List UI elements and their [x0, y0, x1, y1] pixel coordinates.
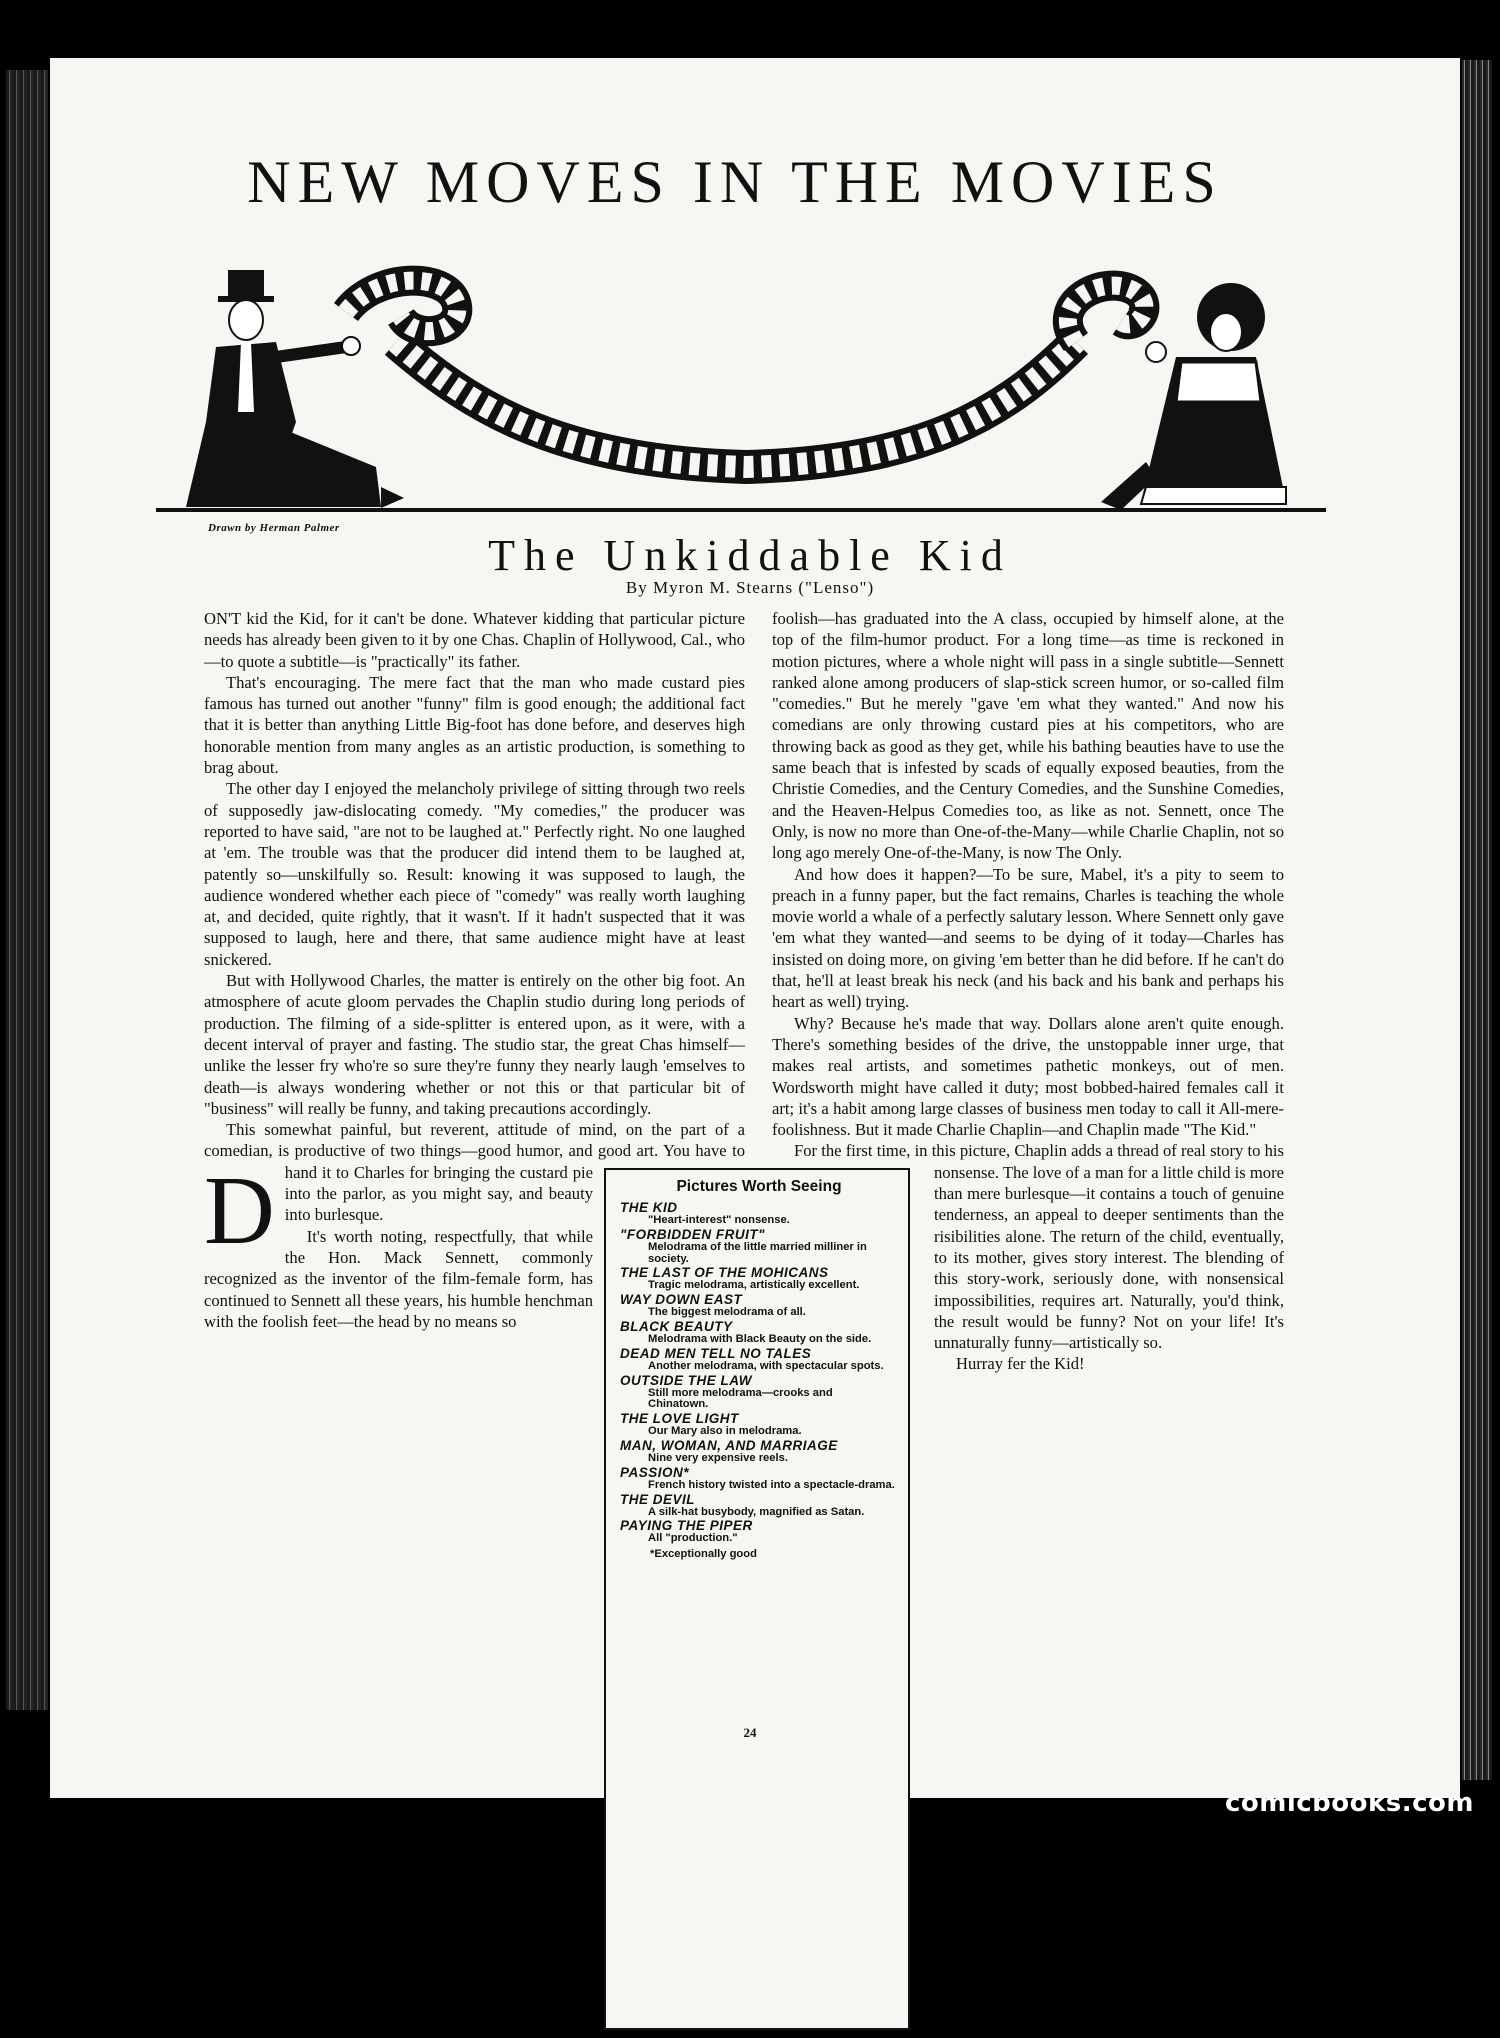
film-note: All "production."	[648, 1532, 738, 1545]
article-paragraph: The other day I enjoyed the melancholy privilege of sitting through two reels of supposedly jaw-dislocating comedy. "My comedies," the producer was reported to have said, "are not to be laughed at." Perfectly right. No one laughed at 'em. The trouble was that the producer did intend them to be laughed at, patently so—unskilfully so. Result: knowing it was supposed to laugh, the audience wondered whether each piece of "comedy" was really worth laughing at, and decided, quite rightly, that it wasn't. If it hadn't suspected that it was supposed to laugh, here and there, that same audience might have at least snickered.	[204, 779, 745, 969]
film-note: Melodrama of the little married milliner in society.	[648, 1240, 867, 1265]
article-paragraph: That's encouraging. The mere fact that the man who made custard pies famous has turned out another "funny" film is good enough; the additional fact that it is better than anything Little Big-foot has done before, and deserves high honorable mention from many angles as an artistic production, is something to brag about.	[204, 672, 745, 778]
film-list	[620, 1200, 898, 1545]
film-title: PASSION*	[620, 1464, 690, 1480]
film-strip-illustration	[146, 262, 1336, 516]
film-note: The biggest melodrama of all.	[648, 1306, 806, 1319]
article-title: The Unkiddable Kid	[488, 531, 1012, 580]
article-paragraph: foolish—has graduated into the A class, occupied by himself alone, at the top of the film-humor product. For a long time—as time is reckoned in motion pictures, where a whole night will pass in a single subtitle—Sennett ranked alone among producers of slap-stick screen humor, or so-called film "comedies." But he merely "gave 'em what they wanted." And now his comedians are only throwing custard pies at his competitors, who are throwing back as good as they get, while his bathing beauties have to use the same beach that is infested by scads of equally exposed beauties, from the Christie Comedies, and the Century Comedies, and the Sunshine Comedies, and the Heaven-Helpus Comedies too, as like as not. Sennett, once The Only, is now no more than One-of-the-Many—while Charlie Chaplin, not so long ago merely One-of-the-Many, is now The Only.	[772, 609, 1284, 863]
film-note: French history twisted into a spectacle-drama.	[648, 1478, 895, 1491]
watermark: comicbooks.com	[1224, 1788, 1474, 1818]
pictures-worth-seeing-box	[604, 1168, 910, 2030]
page-spine	[6, 70, 48, 1710]
film-note: Tragic melodrama, artistically excellent.	[648, 1279, 860, 1292]
headline: NEW MOVES IN THE MOVIES	[247, 149, 1223, 215]
film-title: MAN, WOMAN, AND MARRIAGE	[620, 1437, 838, 1453]
film-note: Our Mary also in melodrama.	[648, 1425, 802, 1438]
box-heading: Pictures Worth Seeing	[676, 1178, 842, 1195]
article-paragraph: And how does it happen?—To be sure, Mabel, it's a pity to seem to preach in a funny paper, but the fact remains, Charles is teaching the whole movie world a whale of a perfectly salutary lesson. Where Sennett only gave 'em what they wanted—and seems to be dying of it today—Charles has insisted on doing more, on giving 'em better than he did before. If he can't do that, he'll at least break his neck (and his back and his bank and perhaps his heart as well) trying.	[772, 864, 1284, 1012]
film-title: OUTSIDE THE LAW	[620, 1372, 752, 1388]
film-title: THE LAST OF THE MOHICANS	[620, 1265, 829, 1281]
film-note: "Heart-interest" nonsense.	[648, 1214, 790, 1226]
film-title: "FORBIDDEN FRUIT"	[620, 1226, 766, 1242]
film-title: DEAD MEN TELL NO TALES	[620, 1345, 812, 1361]
film-title: PAYING THE PIPER	[620, 1518, 753, 1534]
drop-cap: D	[204, 1157, 275, 1265]
page-edge	[1462, 60, 1492, 1780]
article-paragraph: It's worth noting, respectfully, that while the Hon. Mack Sennett, commonly recognized as the inventor of the film-female form, has continued to Sennett all these years, his humble henchman with the foolish feet—the head by no means so	[204, 1226, 593, 1331]
film-note: Melodrama with Black Beauty on the side.	[648, 1332, 872, 1345]
film-note: Nine very expensive reels.	[648, 1451, 788, 1464]
film-note: Still more melodrama—crooks and Chinatown.	[648, 1386, 833, 1411]
film-title: WAY DOWN EAST	[620, 1292, 743, 1308]
film-title: THE DEVIL	[620, 1491, 696, 1507]
film-title: THE KID	[620, 1200, 678, 1215]
article-paragraph: D ON'T kid the Kid, for it can't be done. Whatever kidding that particular picture needs has already been given to it by one Chas. Chaplin of Hollywood, Cal., who—to quote a subtitle—is "practically" its father.	[204, 609, 745, 1265]
film-title: BLACK BEAUTY	[620, 1318, 733, 1334]
byline: By Myron M. Stearns ("Lenso")	[625, 578, 875, 597]
film-title: THE LOVE LIGHT	[620, 1411, 739, 1427]
article-paragraph: For the first time, in this picture, Chaplin adds a thread of real story to his nonsense. The love of a man for a little child is more than mere burlesque—it contains a touch of genuine tenderness, an appeal to deeper sentiments than the risibilities alone. The return of the child, eventually, to its mother, gives story interest. The blending of this story-work, seriously done, with nonsensical impossibilities, requires art. Naturally, you'd think, the result would be funny? Not on your life! It's unnaturally funny—artistically so.	[794, 1141, 1284, 1353]
article-paragraph: Why? Because he's made that way. Dollars alone aren't quite enough. There's something besides of the drive, the unstoppable inner urge, that makes real artists, and sometimes pathetic monkeys, out of men. Wordsworth might have called it duty; most bobbed-haired females call it art; it's a habit among large classes of business men today to call it All-mere-foolishness. But it made Charlie Chaplin—and Chaplin made "The Kid."	[772, 1013, 1284, 1140]
article-paragraph: But with Hollywood Charles, the matter is entirely on the other big foot. An atmosphere of acute gloom pervades the Chaplin studio during long periods of production. The filming of a side-splitter is entered upon, as it were, with a decent interval of prayer and fasting. The studio star, the great Chas himself—unlike the lesser fry who're so sure they're funny they nearly laugh 'emselves to death—is always wondering whether or not this or that particular bit of "business" will really be funny, and taking precautions accordingly.	[204, 971, 745, 1118]
article-paragraph: Hurray fer the Kid!	[956, 1354, 1085, 1374]
article-paragraph: This somewhat painful, but reverent, attitude of mind, on the part of a comedian, is productive of two things—good humor, and good art. You have to hand it to Charles for bringing the custard pie into the parlor, as you might say, and beauty into burlesque.	[204, 1120, 745, 1225]
box-footnote: *Exceptionally good	[650, 1548, 757, 1561]
page-number: 24	[743, 1725, 757, 1740]
illustration-credit: Drawn by Herman Palmer	[208, 522, 340, 534]
film-note: A silk-hat busybody, magnified as Satan.	[648, 1505, 865, 1518]
film-note: Another melodrama, with spectacular spots.	[648, 1359, 884, 1372]
